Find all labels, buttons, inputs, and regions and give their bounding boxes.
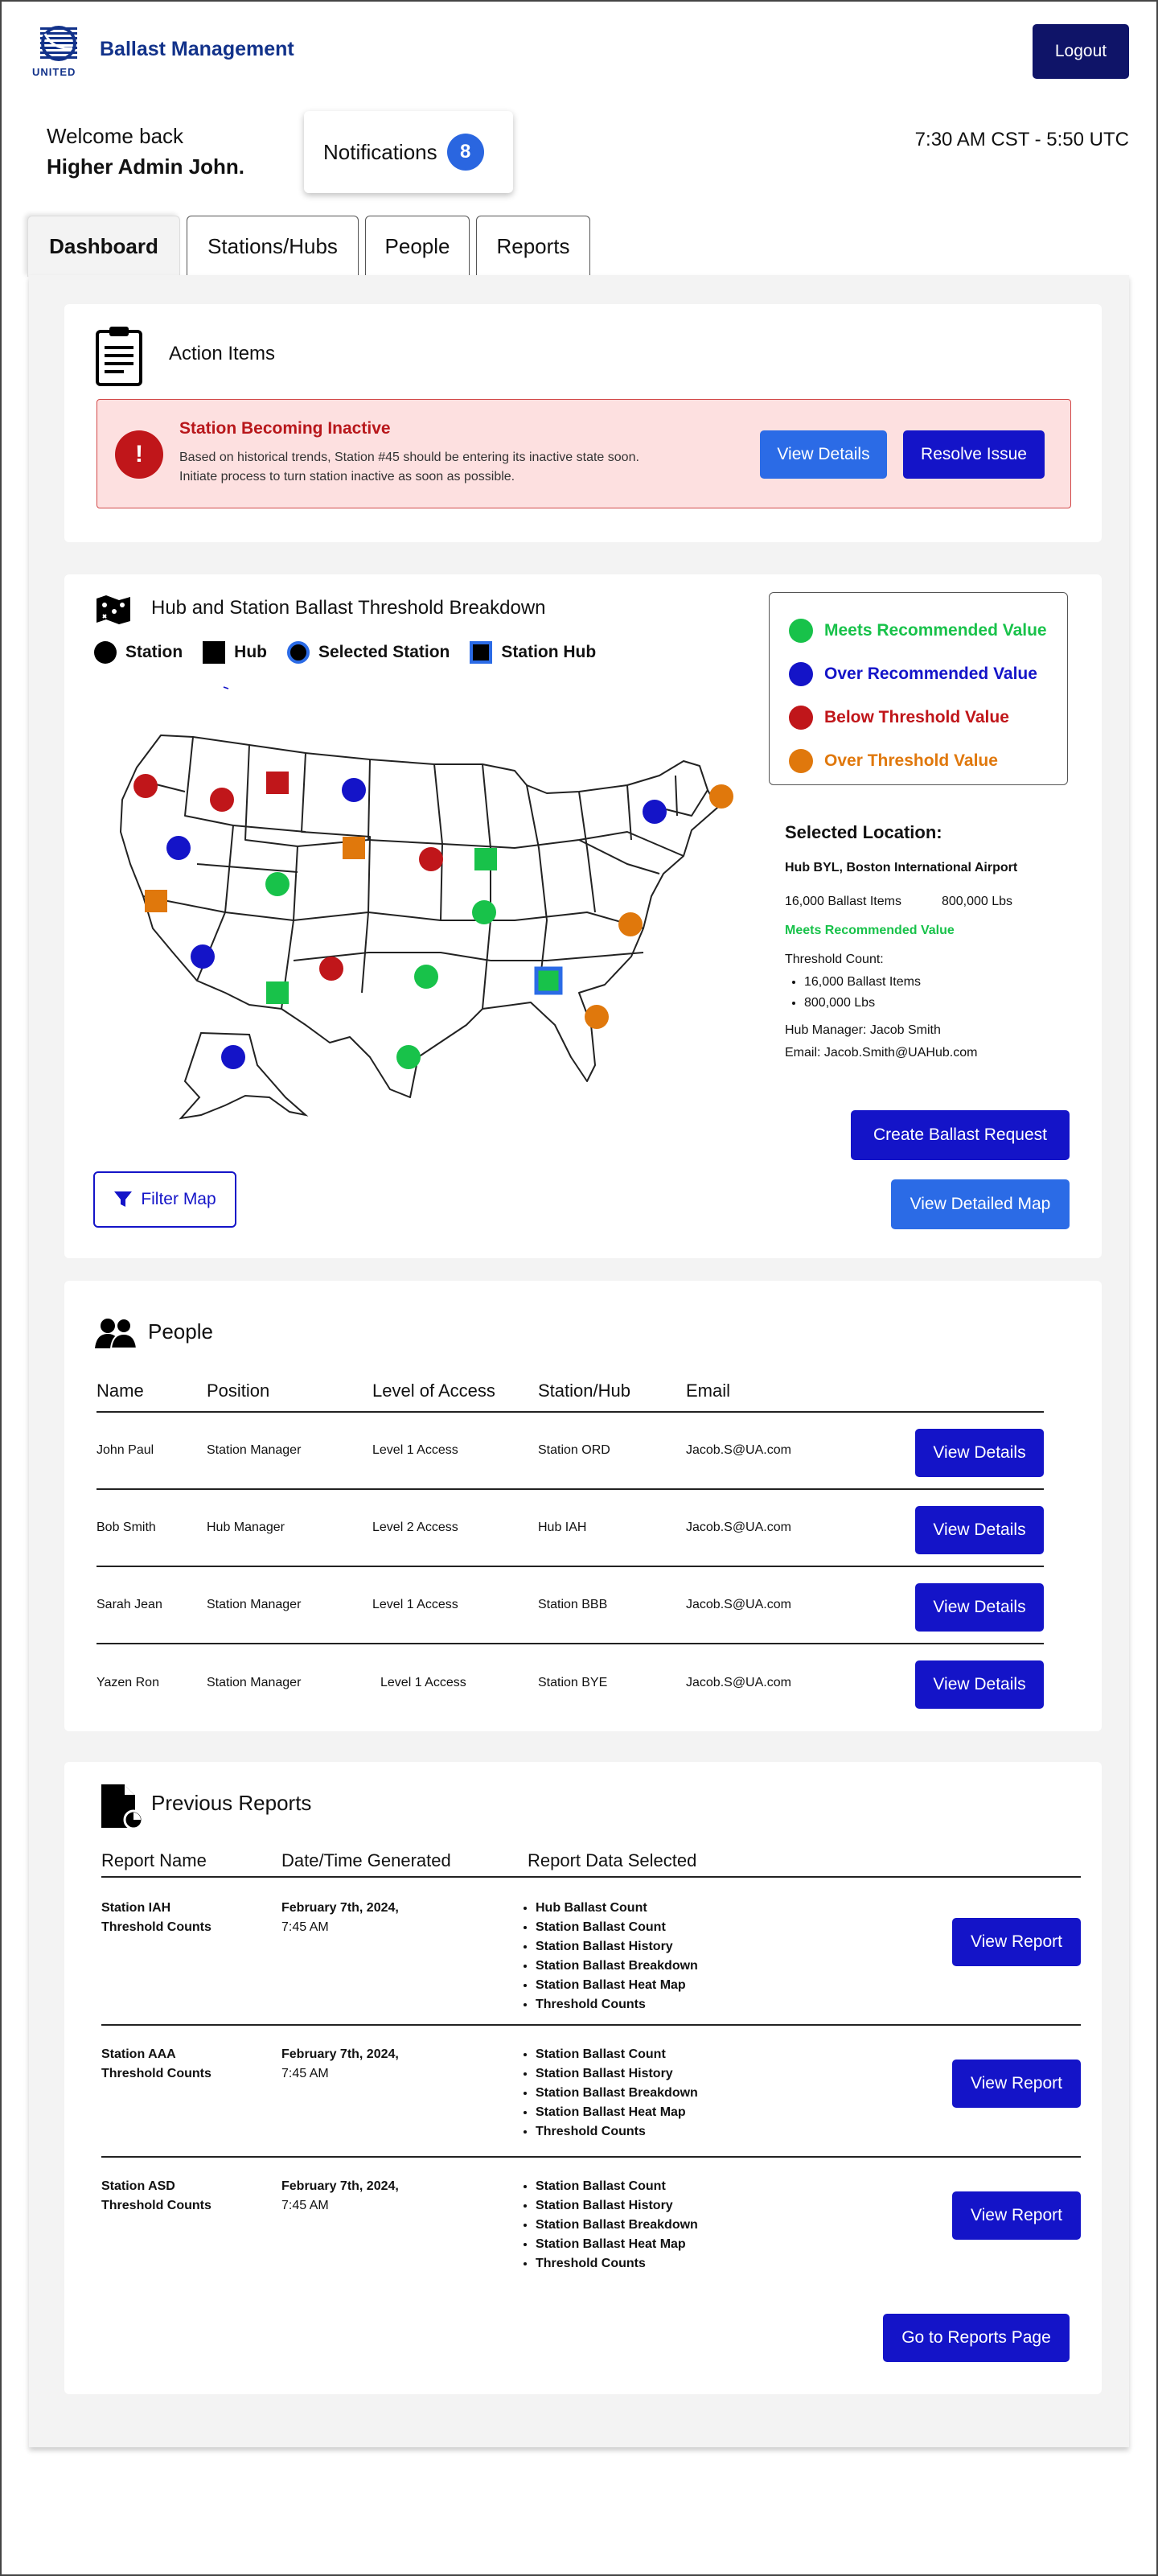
person-station: Hub IAH — [538, 1520, 587, 1534]
table-row — [96, 1490, 1044, 1567]
alert-view-details-button[interactable]: View Details — [760, 430, 887, 479]
clipboard-icon — [95, 325, 143, 386]
legend-station — [93, 640, 183, 665]
legend-over-threshold-label: Over Threshold Value — [824, 751, 998, 770]
legend-station-hub — [469, 640, 596, 665]
report-data-item: • Station Ballast Count — [536, 1918, 698, 1937]
report-time-line: 7:45 AM — [281, 1920, 329, 1934]
inactive-station-alert — [96, 399, 1071, 508]
notifications-count-badge: 8 — [447, 134, 484, 171]
report-name-line: Threshold Counts — [101, 2199, 211, 2212]
report-date-line: February 7th, 2024, — [281, 1901, 399, 1915]
legend-station-hub-label: Station Hub — [501, 643, 597, 661]
report-data-item: • Station Ballast Breakdown — [536, 2084, 698, 2103]
legend-meets-label: Meets Recommended Value — [824, 621, 1047, 640]
person-email: Jacob.S@UA.com — [686, 1443, 791, 1457]
column-header: Station/Hub — [538, 1381, 630, 1401]
green-dot-icon — [789, 619, 813, 643]
person-position: Station Manager — [207, 1598, 302, 1611]
station-symbol-icon — [93, 640, 117, 665]
alert-body-line: Initiate process to turn station inactive as soon as possible. — [179, 470, 515, 484]
report-data-item: • Threshold Counts — [536, 1995, 698, 2014]
alert-body — [179, 448, 742, 487]
tab-dashboard[interactable]: Dashboard — [27, 216, 180, 277]
report-data-item: • Station Ballast Breakdown — [536, 1957, 698, 1976]
hub-marker — [266, 772, 289, 794]
threshold-label: Threshold Count: — [785, 953, 884, 966]
report-date-line: February 7th, 2024, — [281, 2179, 399, 2193]
report-date — [281, 2177, 399, 2216]
report-data-list — [536, 1899, 698, 2014]
action-items-title: Action Items — [169, 343, 276, 364]
column-header: Level of Access — [372, 1381, 495, 1401]
table-row — [96, 1413, 1044, 1490]
threshold-list — [804, 975, 1074, 1010]
station-marker — [265, 872, 290, 896]
selected-station-hub-marker — [536, 969, 561, 993]
blue-dot-icon — [789, 662, 813, 686]
marker-type-legend — [93, 640, 615, 665]
report-data-item: • Station Ballast Breakdown — [536, 2216, 698, 2235]
main-tabs — [27, 216, 590, 277]
report-data-item: • Station Ballast Heat Map — [536, 1976, 698, 1995]
column-header: Report Name — [101, 1850, 207, 1870]
legend-below-threshold — [789, 696, 1067, 739]
person-name: John Paul — [96, 1443, 154, 1457]
report-name-line: Station IAH — [101, 1901, 171, 1915]
person-email: Jacob.S@UA.com — [686, 1676, 791, 1689]
people-table — [96, 1371, 1044, 1722]
report-data-item: • Station Ballast History — [536, 2196, 698, 2216]
hub-manager: Hub Manager: Jacob Smith — [785, 1023, 941, 1037]
person-station: Station BYE — [538, 1676, 608, 1689]
status-color-legend — [769, 592, 1068, 785]
selected-station-symbol-icon — [286, 640, 310, 665]
filter-map-button[interactable] — [93, 1171, 236, 1228]
person-station: Station ORD — [538, 1443, 610, 1457]
alert-title: Station Becoming Inactive — [179, 419, 391, 438]
tab-stations-hubs[interactable]: Stations/Hubs — [187, 216, 359, 277]
report-data-item: • Station Ballast History — [536, 1937, 698, 1957]
legend-hub — [202, 640, 267, 665]
person-station: Station BBB — [538, 1598, 608, 1611]
legend-selected-station — [286, 640, 450, 665]
report-name — [101, 2177, 262, 2216]
person-position: Station Manager — [207, 1443, 302, 1457]
station-marker — [585, 1005, 609, 1029]
report-time-line: 7:45 AM — [281, 2067, 329, 2080]
view-report-button[interactable]: View Report — [952, 2060, 1081, 2108]
report-name-line: Threshold Counts — [101, 2067, 211, 2080]
svg-text:UNITED: UNITED — [32, 66, 76, 78]
station-marker — [414, 965, 438, 989]
column-header: Date/Time Generated — [281, 1850, 451, 1870]
station-marker — [618, 912, 643, 936]
hub-marker — [145, 890, 167, 912]
map-title: Hub and Station Ballast Threshold Breakdown — [151, 597, 546, 619]
ballast-map-card — [64, 574, 1102, 1258]
create-ballast-request-button[interactable]: Create Ballast Request — [851, 1110, 1070, 1160]
person-view-details-button[interactable]: View Details — [915, 1506, 1044, 1554]
station-marker — [342, 778, 366, 802]
welcome-name: Higher Admin John. — [47, 154, 245, 179]
person-access: Level 1 Access — [372, 1598, 458, 1611]
selected-status: Meets Recommended Value — [785, 924, 955, 937]
person-view-details-button[interactable]: View Details — [915, 1660, 1044, 1709]
report-row — [101, 1879, 1081, 2026]
report-document-icon — [100, 1783, 143, 1829]
view-report-button[interactable]: View Report — [952, 2191, 1081, 2240]
app-title: Ballast Management — [100, 38, 294, 60]
selected-counts — [785, 895, 1074, 909]
person-name: Bob Smith — [96, 1520, 156, 1534]
red-dot-icon — [789, 706, 813, 730]
station-marker — [396, 1045, 421, 1069]
legend-over-threshold — [789, 739, 1067, 783]
person-position: Hub Manager — [207, 1520, 285, 1534]
station-marker — [166, 836, 191, 860]
ballast-lbs-count: 800,000 Lbs — [941, 895, 1013, 908]
station-marker — [319, 957, 343, 981]
report-name — [101, 2045, 262, 2084]
station-marker — [472, 900, 496, 924]
station-marker — [709, 784, 733, 809]
person-access: Level 1 Access — [380, 1676, 466, 1689]
table-row — [96, 1644, 1044, 1722]
legend-hub-label: Hub — [234, 643, 267, 661]
report-data-item: • Threshold Counts — [536, 2122, 698, 2142]
person-view-details-button[interactable]: View Details — [915, 1429, 1044, 1477]
notifications-button[interactable] — [304, 111, 513, 193]
welcome-message — [47, 121, 244, 182]
go-to-reports-button[interactable]: Go to Reports Page — [883, 2314, 1070, 2362]
station-marker — [133, 774, 158, 798]
filter-icon — [113, 1191, 133, 1208]
hub-marker — [474, 848, 497, 870]
reports-title: Previous Reports — [151, 1791, 312, 1815]
report-name-line: Station AAA — [101, 2047, 176, 2061]
selected-location-details — [785, 822, 1074, 1068]
united-logo — [29, 24, 93, 80]
notifications-label: Notifications — [323, 139, 437, 164]
column-header: Position — [207, 1381, 270, 1401]
view-detailed-map-button[interactable]: View Detailed Map — [891, 1179, 1070, 1229]
report-date — [281, 2045, 399, 2084]
report-name-line: Threshold Counts — [101, 1920, 211, 1934]
clock-display: 7:30 AM CST - 5:50 UTC — [914, 129, 1129, 150]
station-marker — [191, 944, 215, 969]
station-marker — [210, 788, 234, 812]
report-row — [101, 2158, 1081, 2286]
reports-table-header — [101, 1846, 1081, 1878]
hub-marker — [266, 981, 289, 1004]
welcome-line: Welcome back — [47, 124, 184, 148]
person-name: Sarah Jean — [96, 1598, 162, 1611]
legend-selected-station-label: Selected Station — [318, 643, 450, 661]
report-name-line: Station ASD — [101, 2179, 175, 2193]
threshold-item: • 16,000 Ballast Items — [804, 975, 1074, 990]
person-email: Jacob.S@UA.com — [686, 1598, 791, 1611]
legend-meets — [789, 609, 1067, 652]
report-row — [101, 2026, 1081, 2158]
tab-reports[interactable]: Reports — [476, 216, 590, 277]
previous-reports-card — [64, 1762, 1102, 2394]
report-name — [101, 1899, 262, 1937]
filter-map-label: Filter Map — [141, 1190, 216, 1208]
column-header: Name — [96, 1381, 144, 1401]
logout-button[interactable]: Logout — [1033, 24, 1129, 79]
hub-marker — [343, 837, 365, 859]
report-data-item: • Threshold Counts — [536, 2254, 698, 2274]
ballast-items-count: 16,000 Ballast Items — [785, 895, 901, 908]
report-data-item: • Station Ballast History — [536, 2064, 698, 2084]
person-name: Yazen Ron — [96, 1676, 159, 1689]
person-email: Jacob.S@UA.com — [686, 1520, 791, 1534]
report-date-line: February 7th, 2024, — [281, 2047, 399, 2061]
table-row — [96, 1567, 1044, 1644]
people-icon — [95, 1316, 137, 1350]
legend-over-recommended — [789, 652, 1067, 696]
station-hub-symbol-icon — [469, 640, 493, 665]
alert-icon: ! — [115, 430, 163, 479]
threshold-item: • 800,000 Lbs — [804, 996, 1074, 1010]
report-data-item: • Station Ballast Heat Map — [536, 2235, 698, 2254]
view-report-button[interactable]: View Report — [952, 1918, 1081, 1966]
report-data-item: • Station Ballast Heat Map — [536, 2103, 698, 2122]
resolve-issue-button[interactable]: Resolve Issue — [903, 430, 1045, 479]
report-data-list — [536, 2177, 698, 2274]
person-access: Level 2 Access — [372, 1520, 458, 1534]
action-items-card — [64, 304, 1102, 542]
report-date — [281, 1899, 399, 1937]
legend-station-label: Station — [125, 643, 183, 661]
column-header: Email — [686, 1381, 731, 1401]
orange-dot-icon — [789, 749, 813, 773]
map-icon — [95, 594, 132, 626]
alert-body-line: Based on historical trends, Station #45 should be entering its inactive state soon. — [179, 451, 639, 464]
station-marker — [221, 1045, 245, 1069]
report-data-list — [536, 2045, 698, 2142]
person-position: Station Manager — [207, 1676, 302, 1689]
hub-manager-email: Email: Jacob.Smith@UAHub.com — [785, 1046, 978, 1060]
people-title: People — [148, 1319, 213, 1344]
report-data-item: • Station Ballast Count — [536, 2177, 698, 2196]
column-header: Report Data Selected — [528, 1850, 697, 1870]
station-marker — [419, 847, 443, 871]
person-view-details-button[interactable]: View Details — [915, 1583, 1044, 1632]
report-data-item: • Station Ballast Count — [536, 2045, 698, 2064]
legend-over-recommended-label: Over Recommended Value — [824, 665, 1037, 683]
people-card — [64, 1281, 1102, 1731]
person-access: Level 1 Access — [372, 1443, 458, 1457]
report-time-line: 7:45 AM — [281, 2199, 329, 2212]
legend-below-threshold-label: Below Threshold Value — [824, 708, 1009, 726]
hub-symbol-icon — [202, 640, 226, 665]
station-marker — [643, 800, 667, 824]
tab-people[interactable]: People — [365, 216, 470, 277]
selected-location-heading: Selected Location: — [785, 822, 942, 842]
people-table-header — [96, 1371, 1044, 1413]
report-data-item: • Hub Ballast Count — [536, 1899, 698, 1918]
selected-location-name: Hub BYL, Boston International Airport — [785, 861, 1018, 874]
